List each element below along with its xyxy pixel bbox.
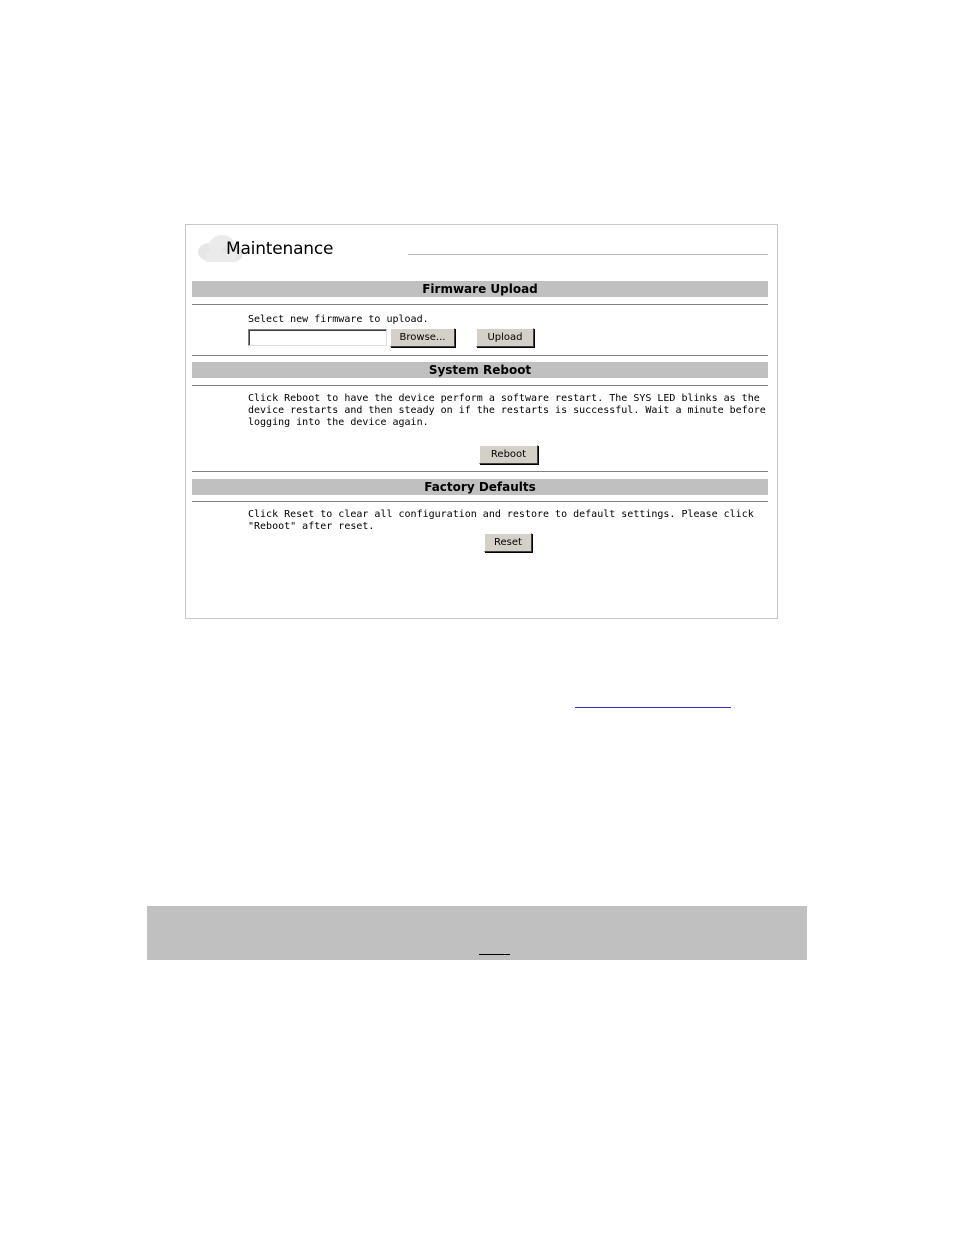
firmware-upload-heading: Firmware Upload <box>192 281 768 297</box>
reset-button[interactable]: Reset <box>484 533 532 552</box>
link-underline[interactable] <box>575 707 731 708</box>
system-reboot-heading: System Reboot <box>192 362 768 378</box>
firmware-file-input[interactable] <box>248 329 387 346</box>
title-divider <box>408 254 768 255</box>
divider <box>192 355 768 356</box>
firmware-instruction: Select new firmware to upload. <box>248 314 429 325</box>
footer-underline <box>479 954 510 955</box>
divider <box>192 304 768 305</box>
factory-defaults-heading: Factory Defaults <box>192 479 768 495</box>
reset-description: Click Reset to clear all configuration and restore to default settings. Please click "Reboot" after reset. <box>248 509 754 532</box>
reboot-button[interactable]: Reboot <box>479 445 538 464</box>
upload-button[interactable]: Upload <box>476 328 534 347</box>
divider <box>192 385 768 386</box>
page-title: Maintenance <box>226 239 334 259</box>
divider <box>192 501 768 502</box>
browse-button[interactable]: Browse... <box>390 328 455 347</box>
divider <box>192 471 768 472</box>
reboot-description: Click Reboot to have the device perform a software restart. The SYS LED blinks as the device restarts and then steady on if the restarts is successful. Wait a minute before logging into the device again. <box>248 393 766 428</box>
footer-bar <box>147 906 807 960</box>
